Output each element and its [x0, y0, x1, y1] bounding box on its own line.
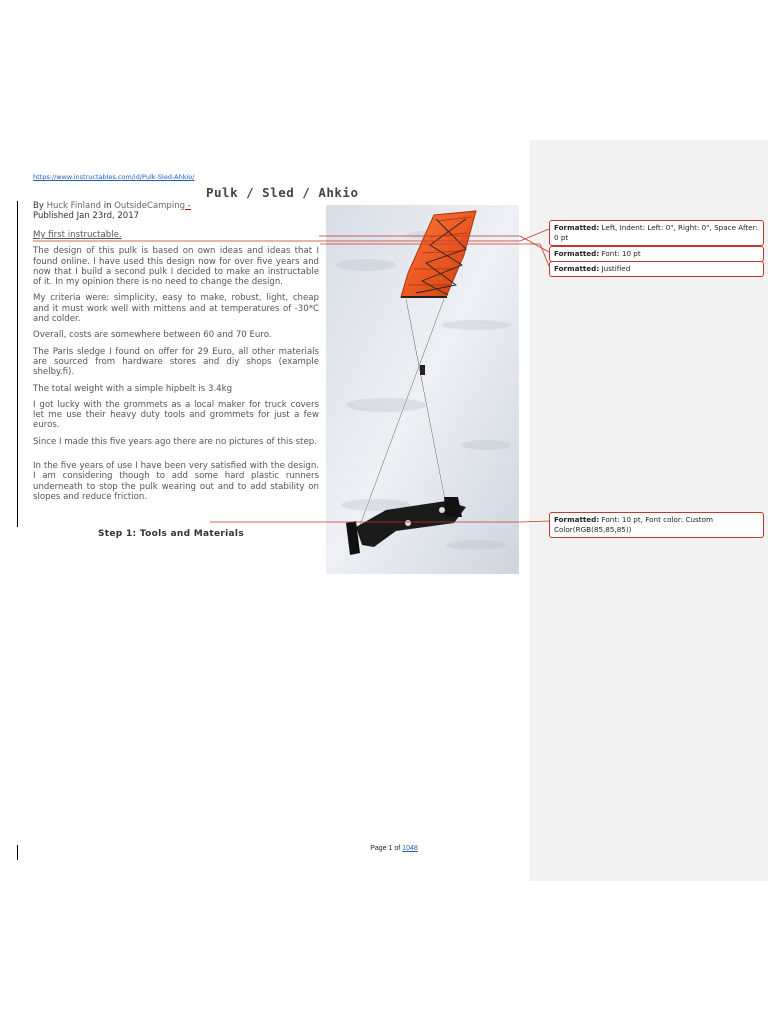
- page-number-prefix: Page 1 of: [370, 845, 401, 852]
- tracked-insertion: -: [184, 201, 191, 211]
- paragraph: The design of this pulk is based on own ideas and ideas that I found online. I have used this design now for over five years and now that I build a second pulk I decided to make an instructable of it. In my opinion there is no need to change the design.: [33, 246, 319, 288]
- page-total-field[interactable]: 1048: [402, 845, 418, 852]
- byline-by: By: [33, 201, 44, 211]
- document-title: Pulk / Sled / Ahkio: [206, 185, 359, 200]
- comment-label: Formatted:: [554, 264, 600, 273]
- paragraph: The total weight with a simple hipbelt is 3.4kg: [33, 383, 233, 394]
- category-link[interactable]: OutsideCamping: [114, 201, 185, 211]
- comment-label: Formatted:: [554, 223, 600, 232]
- comment-balloon[interactable]: [549, 261, 764, 277]
- step-heading: Step 1: Tools and Materials: [98, 529, 244, 539]
- change-bar: [17, 201, 18, 527]
- paragraph: In the five years of use I have been very satisfied with the design. I am considering though to add some hard plastic runners underneath to stop the pulk wearing out and to add stability on slopes and reduce friction.: [33, 461, 319, 502]
- comment-balloon[interactable]: [549, 246, 764, 262]
- comment-text: Justified: [601, 264, 631, 273]
- comment-text: Font: 10 pt, Font color: Custom Color(RGB(85,85,85)): [554, 515, 713, 534]
- pulk-sled-photo: [326, 205, 519, 574]
- page-footer: [0, 845, 768, 852]
- byline: [33, 201, 191, 211]
- paragraph: The Paris sledge I found on offer for 29 Euro, all other materials are sourced from hardware stores and diy shops (example shelby.fi).: [33, 346, 319, 378]
- paragraph: Since I made this five years ago there are no pictures of this step.: [33, 436, 317, 447]
- paragraph: My criteria were: simplicity, easy to make, robust, light, cheap and it must work well with mittens and at temperatures of -30*C and colder.: [33, 293, 319, 325]
- author-link[interactable]: Huck Finland: [46, 201, 102, 211]
- comment-balloon[interactable]: [549, 512, 764, 538]
- body-text: [33, 230, 319, 508]
- source-url-link[interactable]: https://www.instructables.com/id/Pulk-Sled-Ahkio/: [33, 173, 195, 181]
- comment-text: Font: 10 pt: [601, 249, 641, 258]
- comment-balloon[interactable]: [549, 220, 764, 246]
- published-date: Published Jan 23rd, 2017: [33, 211, 140, 221]
- paragraph: I got lucky with the grommets as a local maker for truck covers let me use their heavy duty tools and grommets for just a few euros.: [33, 399, 319, 431]
- comment-text: Left, Indent: Left: 0", Right: 0", Space After: 0 pt: [554, 223, 758, 242]
- comment-label: Formatted:: [554, 249, 600, 258]
- byline-in: in: [103, 201, 112, 211]
- paragraph: My first instructable.: [33, 230, 122, 240]
- comment-label: Formatted:: [554, 515, 600, 524]
- paragraph: Overall, costs are somewhere between 60 and 70 Euro.: [33, 330, 272, 341]
